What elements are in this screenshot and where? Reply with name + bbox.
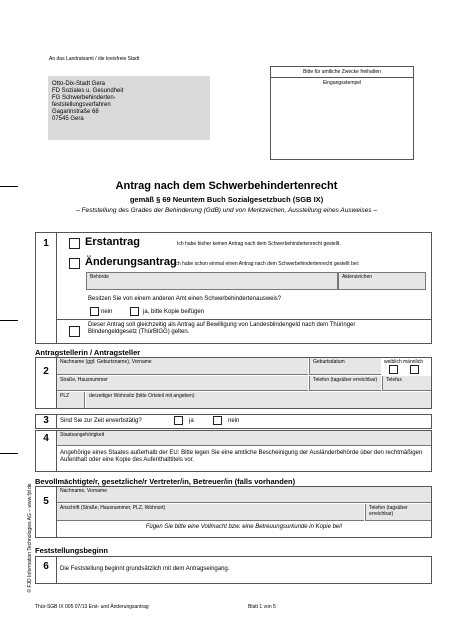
divider bbox=[56, 232, 57, 344]
ja-kopie-checkbox[interactable] bbox=[130, 307, 139, 316]
plz-field[interactable] bbox=[57, 392, 85, 408]
section-number: 3 bbox=[43, 415, 49, 426]
name-field[interactable] bbox=[57, 358, 308, 375]
form-description: – Feststellung des Grades der Behinderung (GdB) und von Merkzeichen, Ausstellung eines Ausweises – bbox=[76, 207, 377, 214]
plz-label: PLZ bbox=[60, 393, 70, 399]
anderes-amt-question: Besitzen Sie von einem anderen Amt einen Schwerbehindertenausweis? bbox=[88, 296, 282, 302]
vertreter-telefon-field[interactable] bbox=[365, 504, 431, 521]
blindengeld-checkbox[interactable] bbox=[69, 326, 80, 337]
vollmacht-note: Fügen Sie bitte eine Vollmacht bzw. eine Betreuungsurkunde in Kopie bei! bbox=[145, 524, 343, 530]
recipient-address-box bbox=[48, 76, 210, 140]
recipient-line: FD Soziales u. Gesundheit bbox=[52, 88, 124, 94]
aenderungsantrag-text: Ich habe schon einmal einen Antrag nach dem Schwerbehindertenrecht gestellt bei: bbox=[174, 261, 360, 267]
section-number: 6 bbox=[43, 561, 49, 572]
recipient-heading: An das Landratsamt / die kreisfreie Stadt bbox=[49, 56, 140, 62]
form-id: Thür-SGB IX 005 07/13 Erst- und Änderungsantrag bbox=[35, 604, 149, 610]
nein-checkbox[interactable] bbox=[90, 307, 99, 316]
divider bbox=[56, 556, 57, 584]
erwerbstaetig-ja-label: ja bbox=[189, 418, 194, 424]
geburtsdatum-label: Geburtsdatum bbox=[313, 359, 345, 365]
weiblich-checkbox[interactable] bbox=[389, 365, 398, 374]
weiblich-label: weiblich bbox=[384, 359, 402, 365]
erwerbstaetig-nein-checkbox[interactable] bbox=[213, 416, 222, 425]
section-number: 4 bbox=[43, 433, 49, 444]
aenderungsantrag-label: Änderungsantrag bbox=[85, 256, 177, 268]
recipient-line: Otto-Dix-Stadt Gera bbox=[52, 81, 106, 87]
erstantrag-checkbox[interactable] bbox=[69, 238, 80, 249]
side-note: © FJD Information Technologies AG – www.fjd.de bbox=[27, 483, 33, 593]
maennlich-label: männlich bbox=[403, 359, 424, 365]
eu-notice: Angehörige eines Staates außerhalb der EU: Bitte legen Sie eine amtliche Bescheinigung der Ausländerbehörde über den rechtmäßigen Aufenthalt oder eine Kopie des Aufenthalttitels vor. bbox=[60, 450, 423, 463]
recipient-line: 07545 Gera bbox=[52, 116, 84, 122]
behoerde-field[interactable] bbox=[86, 272, 338, 290]
official-use-box bbox=[270, 66, 414, 160]
punch-mark bbox=[0, 320, 18, 321]
telefon-field[interactable] bbox=[309, 376, 381, 391]
erstantrag-text: Ich habe bisher keinen Antrag nach dem Schwerbehindertenrecht gestellt. bbox=[177, 241, 341, 247]
form-title: Antrag nach dem Schwerbehindertenrecht bbox=[115, 180, 338, 192]
vertreter-telefon-label: Telefon (tagsüber erreichbar) bbox=[369, 505, 408, 517]
vertreter-anschrift-field[interactable] bbox=[57, 504, 364, 521]
recipient-line: feststellungsverfahren bbox=[52, 102, 111, 108]
vertreter-name-label: Nachname, Vorname bbox=[60, 488, 107, 494]
section-number: 1 bbox=[43, 238, 49, 249]
page-number: Blatt 1 von 5 bbox=[248, 604, 276, 610]
staatsangehoerigkeit-label: Staatsangehörigkeit bbox=[60, 432, 105, 438]
wohnort-field[interactable] bbox=[86, 392, 431, 408]
staatsangehoerigkeit-field[interactable] bbox=[57, 431, 431, 446]
recipient-line: Gagarinstraße 68 bbox=[52, 109, 99, 115]
receipt-stamp-label: Eingangsstempel bbox=[322, 80, 362, 86]
recipient-line: FG Schwerbehinderten- bbox=[52, 95, 116, 101]
erwerbstaetig-question: Sind Sie zur Zeit erwerbstätig? bbox=[60, 418, 142, 424]
divider bbox=[57, 319, 432, 320]
telefon-label: Telefon (tagsüber erreichbar) bbox=[313, 377, 378, 383]
telefax-label: Telefax bbox=[386, 377, 402, 383]
behoerde-label: Behörde bbox=[90, 274, 109, 280]
erwerbstaetig-nein-label: nein bbox=[228, 418, 240, 424]
section-5-header: Bevollmächtigte/r, gesetzliche/r Vertreter/in, Betreuer/in (falls vorhanden) bbox=[35, 477, 296, 486]
strasse-field[interactable] bbox=[57, 376, 308, 391]
blindengeld-text: Dieser Antrag soll gleichzeitig als Antrag auf Bewilligung von Landesblindengeld nach dem Thüringer Blindengeldgesetz (ThürBlGG) gelten. bbox=[88, 322, 356, 335]
fold-mark-bottom bbox=[0, 453, 18, 454]
feststellungsbeginn-text: Die Feststellung beginnt grundsätzlich mit dem Antragseingang. bbox=[60, 566, 230, 572]
name-label: Nachname (ggf. Geburtsname), Vorname bbox=[60, 359, 152, 365]
telefax-field[interactable] bbox=[382, 376, 431, 391]
aktenzeichen-field[interactable] bbox=[338, 272, 426, 290]
section-6-header: Feststellungsbeginn bbox=[35, 546, 108, 555]
erwerbstaetig-ja-checkbox[interactable] bbox=[174, 416, 183, 425]
ja-kopie-label: ja, bitte Kopie beifügen bbox=[143, 309, 205, 315]
aenderungsantrag-checkbox[interactable] bbox=[69, 258, 80, 269]
section-number: 2 bbox=[43, 366, 49, 377]
vertreter-name-field[interactable] bbox=[57, 487, 431, 503]
vertreter-anschrift-label: Anschrift (Straße, Hausnummer, PLZ, Wohnort) bbox=[60, 505, 166, 511]
nein-label: nein bbox=[101, 309, 113, 315]
official-use-label: Bitte für amtliche Zwecke freihalten bbox=[271, 67, 413, 78]
aktenzeichen-label: Aktenzeichen bbox=[342, 274, 373, 280]
maennlich-checkbox[interactable] bbox=[410, 365, 419, 374]
erstantrag-label: Erstantrag bbox=[85, 236, 141, 248]
divider bbox=[56, 414, 57, 429]
strasse-label: Straße, Hausnummer bbox=[60, 377, 108, 383]
form-subtitle: gemäß § 69 Neuntem Buch Sozialgesetzbuch (SGB IX) bbox=[129, 195, 324, 204]
wohnort-label: derzeitiger Wohnsitz (bitte Ortsteil mit angeben) bbox=[89, 393, 195, 399]
section-number: 5 bbox=[43, 496, 49, 507]
geburtsdatum-field[interactable] bbox=[309, 358, 381, 375]
section-2-header: Antragstellerin / Antragsteller bbox=[35, 348, 141, 357]
